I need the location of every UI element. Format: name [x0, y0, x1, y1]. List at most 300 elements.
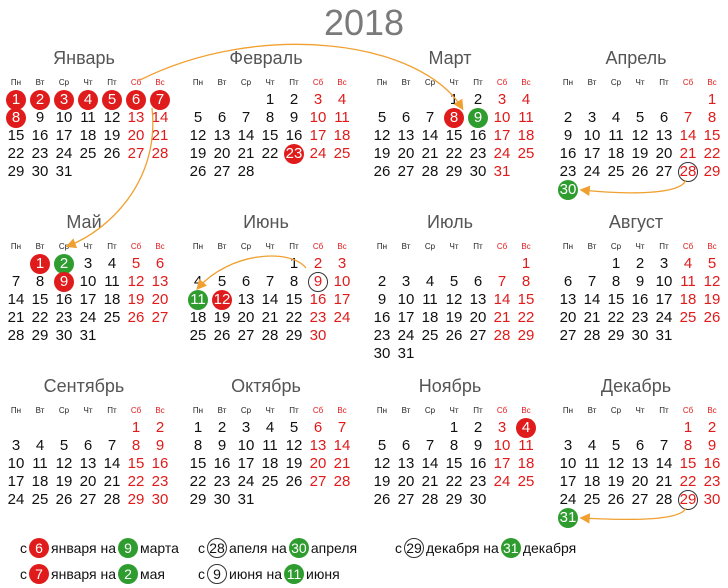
day-cell: 28: [583, 327, 601, 344]
day-cell: 2: [313, 255, 323, 272]
day-cell: 11: [32, 455, 48, 472]
day-cell: 31: [79, 327, 97, 344]
day-cell: 23: [559, 163, 577, 180]
weekday-label: Сб: [130, 406, 142, 415]
day-cell: 21: [421, 473, 439, 490]
day-cell: 3: [497, 419, 507, 436]
day-cell: 25: [333, 145, 351, 162]
day-cell: 22: [127, 473, 145, 490]
day-cell: 31: [397, 345, 415, 362]
moved-day-marker-icon: 28: [207, 538, 227, 558]
day-cell: 20: [127, 127, 145, 144]
day-cell: 20: [213, 145, 231, 162]
day-cell: 6: [241, 273, 251, 290]
year-title: 2018: [323, 2, 405, 43]
day-cell: 26: [103, 145, 121, 162]
day-cell: 4: [337, 91, 347, 108]
day-cell: 14: [421, 455, 439, 472]
weekday-label: Вс: [155, 78, 165, 87]
day-cell: 24: [583, 163, 601, 180]
day-cell: 26: [373, 163, 391, 180]
day-cell: 19: [103, 127, 121, 144]
day-cell: 14: [655, 455, 673, 472]
weekday-label: Сб: [496, 242, 508, 251]
month-name: Март: [428, 48, 472, 68]
day-cell: 5: [377, 109, 387, 126]
weekday-label: Сб: [312, 242, 324, 251]
day-cell: 20: [237, 309, 255, 326]
day-cell: 6: [313, 419, 323, 436]
day-cell: 22: [607, 309, 625, 326]
holiday-marker-icon: 6: [29, 538, 49, 558]
day-cell: 12: [373, 127, 391, 144]
day-cell: 15: [703, 127, 721, 144]
day-cell: 6: [563, 273, 573, 290]
weekday-label: Сб: [130, 242, 142, 251]
day-cell: 30: [556, 180, 580, 200]
weekday-label: Чт: [265, 406, 275, 415]
day-cell: 21: [333, 455, 351, 472]
day-cell: 22: [517, 309, 535, 326]
day-cell: 20: [559, 309, 577, 326]
day-cell: 25: [79, 145, 97, 162]
workday-marker-icon: 9: [118, 538, 138, 558]
day-cell: 31: [556, 508, 580, 528]
day-cell: 10: [309, 109, 327, 126]
weekday-label: Ср: [424, 242, 436, 251]
weekday-label: Ср: [610, 406, 622, 415]
month-name: Июнь: [243, 212, 289, 232]
day-cell: 13: [655, 127, 673, 144]
day-cell: 8: [289, 273, 299, 290]
workday-marker-icon: 11: [284, 564, 304, 584]
weekday-label: Ср: [58, 78, 70, 87]
day-cell: 25: [189, 327, 207, 344]
day-cell: 4: [265, 419, 275, 436]
day-cell: 29: [445, 163, 463, 180]
day-cell: 11: [104, 273, 120, 290]
weekday-label: Пн: [562, 242, 574, 251]
day-cell: 9: [217, 437, 227, 454]
weekday-label: Чт: [449, 78, 459, 87]
day-cell: 4: [107, 255, 117, 272]
day-cell: 13: [213, 127, 231, 144]
day-cell: 3: [241, 419, 251, 436]
day-cell: 5: [611, 437, 621, 454]
weekday-label: Пн: [376, 406, 388, 415]
day-cell: 11: [680, 273, 696, 290]
day-cell: 28: [261, 327, 279, 344]
day-cell: 14: [261, 291, 279, 308]
weekday-label: Ср: [58, 406, 70, 415]
weekday-label: Вт: [401, 78, 411, 87]
weekday-label: Вт: [401, 242, 411, 251]
day-cell: 19: [607, 473, 625, 490]
weekday-label: Пт: [107, 406, 117, 415]
day-cell: 26: [127, 309, 145, 326]
weekday-label: Пн: [10, 406, 22, 415]
day-cell: 19: [127, 291, 145, 308]
holiday-marker-icon: 7: [29, 564, 49, 584]
day-cell: 11: [334, 109, 350, 126]
day-cell: 21: [151, 127, 169, 144]
day-cell: 1: [28, 254, 52, 274]
workday-marker-icon: 30: [289, 538, 309, 558]
weekday-label: Вс: [707, 242, 717, 251]
day-cell: 2: [473, 91, 483, 108]
day-cell: 21: [237, 145, 255, 162]
day-cell: 7: [659, 437, 669, 454]
day-cell: 29: [676, 490, 700, 510]
day-cell: 31: [493, 163, 511, 180]
weekday-label: Вс: [521, 78, 531, 87]
day-cell: 16: [373, 309, 391, 326]
day-cell: 3: [11, 437, 21, 454]
weekday-label: Вт: [587, 78, 597, 87]
day-cell: 4: [425, 273, 435, 290]
day-cell: 25: [261, 473, 279, 490]
day-cell: 20: [309, 455, 327, 472]
day-cell: 23: [373, 327, 391, 344]
day-cell: 29: [517, 327, 535, 344]
day-cell: 27: [397, 163, 415, 180]
day-cell: 10: [493, 437, 511, 454]
weekday-label: Сб: [682, 406, 694, 415]
day-cell: 7: [265, 273, 275, 290]
day-cell: 10: [583, 127, 601, 144]
weekday-label: Вт: [35, 242, 45, 251]
day-cell: 28: [421, 163, 439, 180]
day-cell: 5: [59, 437, 69, 454]
day-cell: 10: [237, 437, 255, 454]
day-cell: 6: [83, 437, 93, 454]
legend-item: с 7 января на 2 мая: [20, 566, 165, 582]
day-cell: 28: [493, 327, 511, 344]
day-cell: 29: [285, 327, 303, 344]
day-cell: 28: [655, 491, 673, 508]
day-cell: 21: [583, 309, 601, 326]
day-cell: 14: [103, 455, 121, 472]
day-cell: 1: [683, 419, 693, 436]
weekday-label: Пт: [473, 78, 483, 87]
day-cell: 21: [679, 145, 697, 162]
legend-item: с 28 апеля на 30 апреля: [198, 540, 358, 556]
day-cell: 31: [655, 327, 673, 344]
day-cell: 23: [631, 309, 649, 326]
weekday-label: Пн: [192, 406, 204, 415]
day-cell: 7: [148, 90, 172, 110]
weekday-label: Чт: [449, 242, 459, 251]
day-cell: 15: [679, 455, 697, 472]
day-cell: 25: [679, 309, 697, 326]
day-cell: 17: [493, 127, 511, 144]
day-cell: 19: [703, 291, 721, 308]
day-cell: 3: [497, 91, 507, 108]
day-cell: 9: [473, 437, 483, 454]
day-cell: 25: [31, 491, 49, 508]
day-cell: 24: [493, 473, 511, 490]
day-cell: 12: [445, 291, 463, 308]
weekday-label: Пт: [107, 242, 117, 251]
month-name: Сентябрь: [43, 376, 125, 396]
weekday-label: Сб: [496, 406, 508, 415]
day-cell: 22: [445, 473, 463, 490]
day-cell: 3: [337, 255, 347, 272]
day-cell: 9: [563, 127, 573, 144]
day-cell: 26: [189, 163, 207, 180]
day-cell: 9: [377, 291, 387, 308]
day-cell: 23: [703, 473, 721, 490]
day-cell: 14: [679, 127, 697, 144]
day-cell: 11: [584, 455, 600, 472]
day-cell: 8: [611, 273, 621, 290]
day-cell: 13: [397, 127, 415, 144]
day-cell: 29: [445, 491, 463, 508]
day-cell: 18: [607, 145, 625, 162]
day-cell: 4: [587, 437, 597, 454]
day-cell: 18: [79, 127, 97, 144]
legend-item: с 29 декабря на 31 декабря: [395, 540, 577, 556]
day-cell: 5: [707, 255, 717, 272]
day-cell: 26: [55, 491, 73, 508]
day-cell: 30: [469, 491, 487, 508]
weekday-label: Вт: [217, 78, 227, 87]
day-cell: 21: [421, 145, 439, 162]
day-cell: 25: [517, 473, 535, 490]
weekday-label: Пт: [659, 78, 669, 87]
day-cell: 31: [237, 491, 255, 508]
day-cell: 29: [189, 491, 207, 508]
day-cell: 9: [155, 437, 165, 454]
day-cell: 20: [631, 473, 649, 490]
day-cell: 19: [285, 455, 303, 472]
day-cell: 11: [186, 290, 210, 310]
weekday-label: Сб: [312, 406, 324, 415]
day-cell: 6: [635, 437, 645, 454]
day-cell: 3: [52, 90, 76, 110]
day-cell: 16: [213, 455, 231, 472]
day-cell: 15: [31, 291, 49, 308]
day-cell: 29: [607, 327, 625, 344]
day-cell: 4: [76, 90, 100, 110]
day-cell: 24: [655, 309, 673, 326]
weekday-label: Чт: [449, 406, 459, 415]
weekday-label: Ср: [240, 78, 252, 87]
day-cell: 13: [559, 291, 577, 308]
day-cell: 1: [521, 255, 531, 272]
moved-day-marker-icon: 9: [207, 564, 227, 584]
day-cell: 17: [7, 473, 25, 490]
weekday-label: Сб: [682, 78, 694, 87]
day-cell: 18: [31, 473, 49, 490]
day-cell: 9: [52, 272, 76, 292]
day-cell: 27: [151, 309, 169, 326]
weekday-label: Пн: [192, 242, 204, 251]
day-cell: 7: [425, 109, 435, 126]
day-cell: 16: [285, 127, 303, 144]
day-cell: 9: [306, 272, 330, 292]
day-cell: 27: [631, 491, 649, 508]
weekday-label: Пт: [289, 406, 299, 415]
day-cell: 2: [635, 255, 645, 272]
day-cell: 30: [31, 163, 49, 180]
day-cell: 18: [421, 309, 439, 326]
day-cell: 12: [285, 437, 303, 454]
weekday-label: Пт: [289, 242, 299, 251]
month-name: Август: [608, 212, 664, 232]
day-cell: 11: [518, 437, 534, 454]
day-cell: 1: [449, 91, 459, 108]
day-cell: 25: [607, 163, 625, 180]
day-cell: 30: [309, 327, 327, 344]
day-cell: 8: [4, 108, 28, 128]
day-cell: 14: [421, 127, 439, 144]
day-cell: 19: [55, 473, 73, 490]
month-name: Февраль: [229, 48, 303, 68]
day-cell: 24: [237, 473, 255, 490]
day-cell: 24: [79, 309, 97, 326]
day-cell: 17: [55, 127, 73, 144]
day-cell: 21: [493, 309, 511, 326]
day-cell: 26: [445, 327, 463, 344]
day-cell: 22: [703, 145, 721, 162]
day-cell: 19: [445, 309, 463, 326]
day-cell: 5: [377, 437, 387, 454]
day-cell: 7: [425, 437, 435, 454]
month-name: Ноябрь: [418, 376, 482, 396]
day-cell: 23: [282, 144, 306, 164]
weekday-label: Вт: [587, 406, 597, 415]
day-cell: 2: [707, 419, 717, 436]
day-cell: 27: [79, 491, 97, 508]
day-cell: 22: [31, 309, 49, 326]
day-cell: 4: [611, 109, 621, 126]
day-cell: 31: [55, 163, 73, 180]
weekday-label: Вс: [155, 242, 165, 251]
day-cell: 13: [631, 455, 649, 472]
day-cell: 29: [703, 163, 721, 180]
day-cell: 15: [127, 455, 145, 472]
weekday-label: Сб: [682, 242, 694, 251]
day-cell: 13: [397, 455, 415, 472]
day-cell: 16: [469, 455, 487, 472]
day-cell: 9: [466, 108, 490, 128]
day-cell: 23: [309, 309, 327, 326]
day-cell: 14: [151, 109, 169, 126]
day-cell: 1: [131, 419, 141, 436]
day-cell: 29: [7, 163, 25, 180]
day-cell: 19: [373, 145, 391, 162]
day-cell: 24: [493, 145, 511, 162]
day-cell: 13: [237, 291, 255, 308]
day-cell: 7: [107, 437, 117, 454]
day-cell: 24: [55, 145, 73, 162]
weekday-label: Вт: [587, 242, 597, 251]
day-cell: 6: [659, 109, 669, 126]
day-cell: 27: [127, 145, 145, 162]
weekday-label: Ср: [424, 78, 436, 87]
weekday-label: Пн: [562, 406, 574, 415]
moved-day-marker-icon: 29: [404, 538, 424, 558]
day-cell: 30: [631, 327, 649, 344]
day-cell: 7: [337, 419, 347, 436]
day-cell: 11: [608, 127, 624, 144]
day-cell: 12: [189, 127, 207, 144]
weekday-label: Вт: [35, 406, 45, 415]
day-cell: 3: [659, 255, 669, 272]
day-cell: 2: [473, 419, 483, 436]
day-cell: 9: [635, 273, 645, 290]
day-cell: 4: [35, 437, 45, 454]
day-cell: 8: [35, 273, 45, 290]
weekday-label: Чт: [83, 406, 93, 415]
day-cell: 27: [309, 473, 327, 490]
day-cell: 16: [631, 291, 649, 308]
day-cell: 26: [631, 163, 649, 180]
day-cell: 13: [309, 437, 327, 454]
weekday-label: Пт: [107, 78, 117, 87]
day-cell: 26: [373, 491, 391, 508]
day-cell: 17: [655, 291, 673, 308]
day-cell: 18: [583, 473, 601, 490]
day-cell: 24: [333, 309, 351, 326]
day-cell: 23: [213, 473, 231, 490]
day-cell: 6: [155, 255, 165, 272]
day-cell: 4: [193, 273, 203, 290]
day-cell: 15: [607, 291, 625, 308]
day-cell: 26: [285, 473, 303, 490]
day-cell: 23: [151, 473, 169, 490]
day-cell: 2: [155, 419, 165, 436]
day-cell: 8: [683, 437, 693, 454]
weekday-label: Пт: [659, 242, 669, 251]
day-cell: 10: [333, 273, 351, 290]
weekday-label: Вс: [521, 406, 531, 415]
day-cell: 8: [131, 437, 141, 454]
day-cell: 20: [655, 145, 673, 162]
weekday-label: Ср: [424, 406, 436, 415]
day-cell: 30: [55, 327, 73, 344]
day-cell: 11: [422, 291, 438, 308]
day-cell: 16: [703, 455, 721, 472]
day-cell: 25: [421, 327, 439, 344]
day-cell: 14: [493, 291, 511, 308]
day-cell: 21: [655, 473, 673, 490]
day-cell: 14: [237, 127, 255, 144]
weekday-label: Вс: [155, 406, 165, 415]
day-cell: 12: [373, 455, 391, 472]
weekday-label: Пн: [376, 78, 388, 87]
weekday-label: Пн: [10, 242, 22, 251]
weekday-label: Вс: [707, 78, 717, 87]
day-cell: 6: [473, 273, 483, 290]
weekday-label: Чт: [83, 242, 93, 251]
legend-item: с 6 января на 9 марта: [20, 540, 179, 556]
day-cell: 17: [397, 309, 415, 326]
day-cell: 21: [7, 309, 25, 326]
day-cell: 3: [401, 273, 411, 290]
day-cell: 23: [469, 145, 487, 162]
weekday-label: Пн: [376, 242, 388, 251]
weekday-label: Ср: [58, 242, 70, 251]
day-cell: 18: [517, 127, 535, 144]
day-cell: 25: [517, 145, 535, 162]
day-cell: 5: [289, 419, 299, 436]
weekday-label: Вс: [337, 406, 347, 415]
day-cell: 3: [313, 91, 323, 108]
day-cell: 16: [151, 455, 169, 472]
day-cell: 10: [55, 109, 73, 126]
